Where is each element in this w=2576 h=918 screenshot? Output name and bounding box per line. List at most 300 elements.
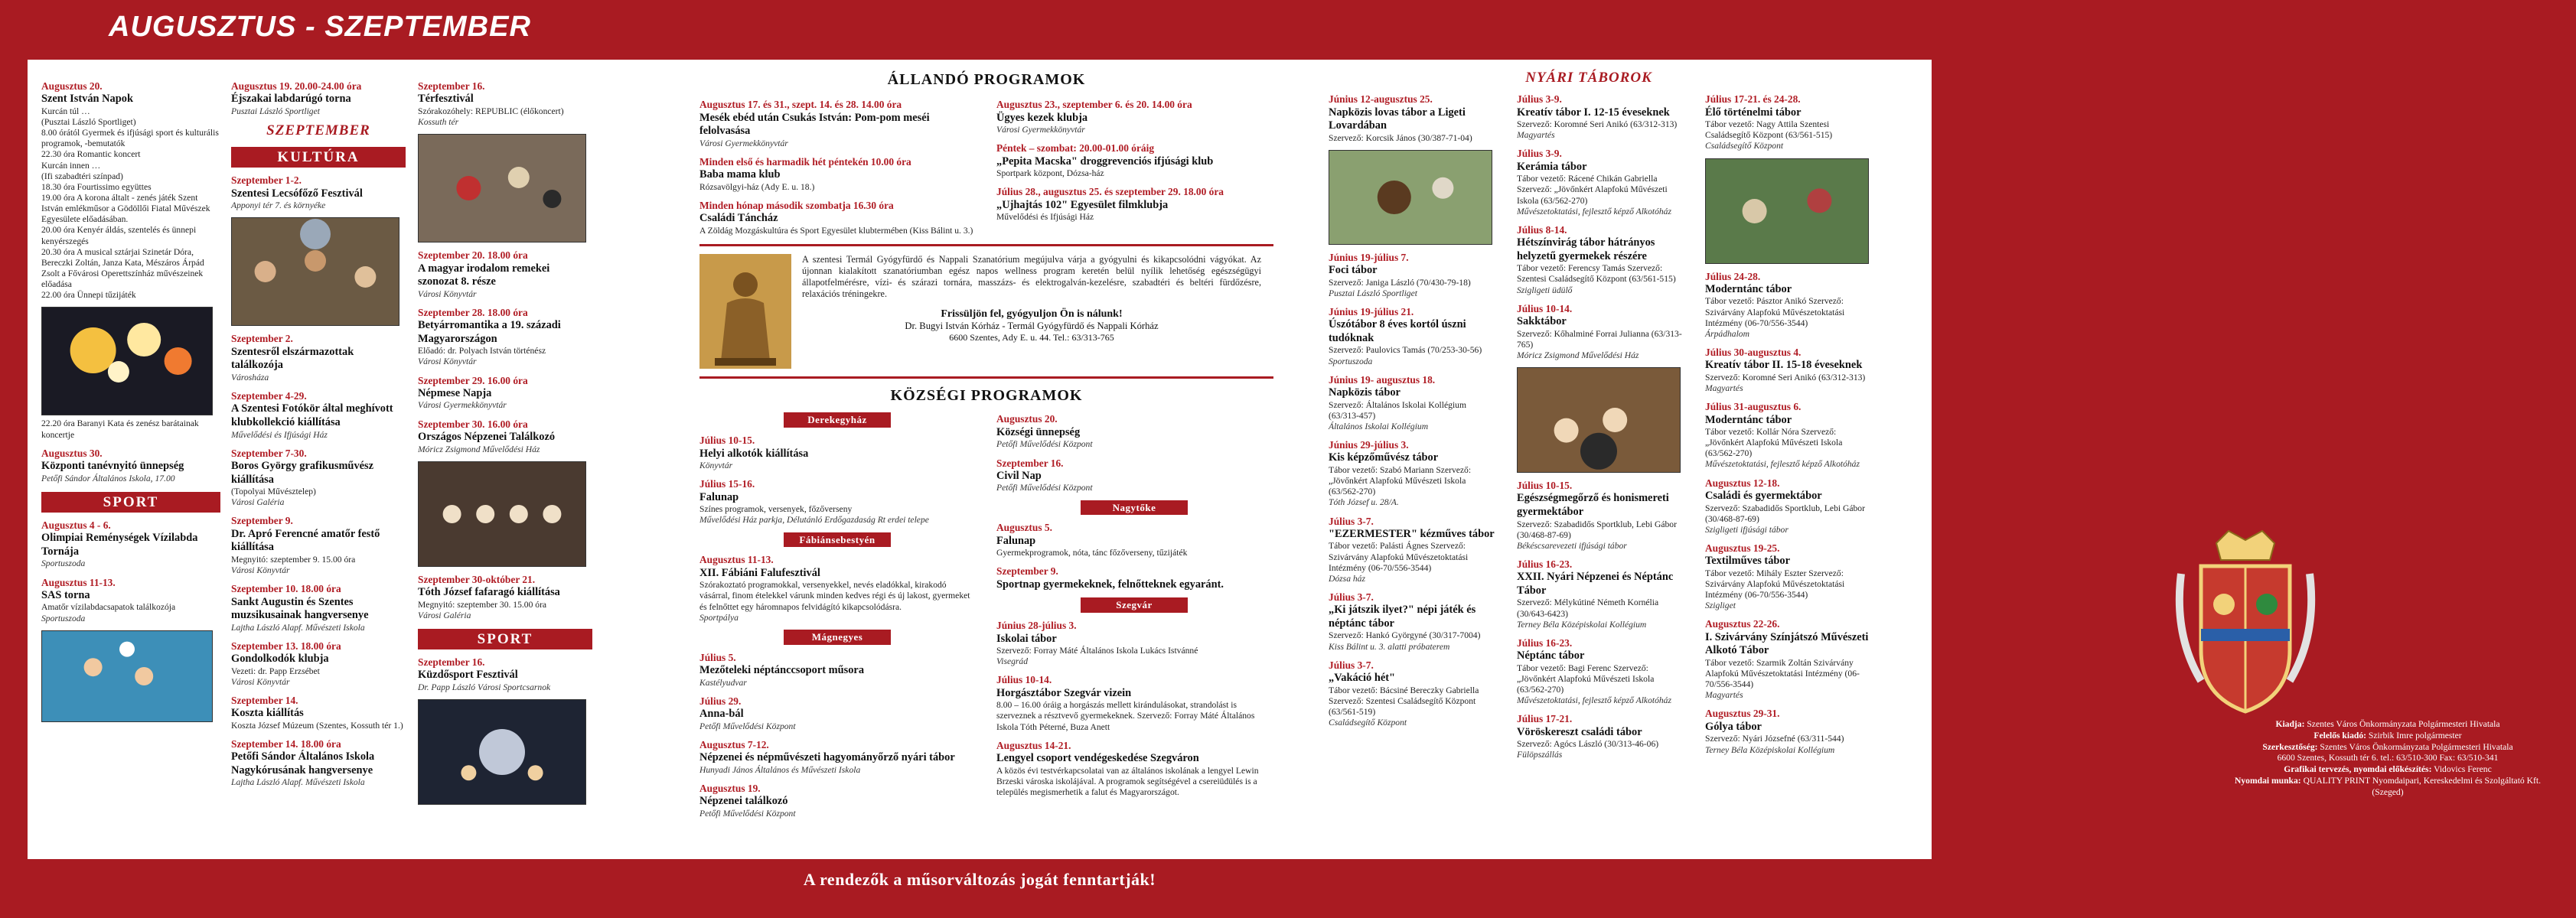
spa-rule-top (699, 244, 1273, 246)
program-text: Tábor vezető: Bácsiné Bereczky Gabriella Szervező: Szentesi Családsegítő Központ (63/561-519) (1329, 685, 1479, 717)
program-venue: Művészetoktatási, fejlesztő képző Alkotóház (1705, 459, 1860, 470)
program-item (1517, 713, 1687, 760)
program-item (231, 515, 406, 576)
program-text: A Zöldág Mozgáskultúra és Sport Egyesület klubtermében (Kiss Bálint u. 3.) (699, 225, 973, 236)
program-item (1329, 516, 1498, 584)
program-text: Tábor vezető: Palásti Ágnes Szervező: Szivárvány Alapfokú Művészetoktatási Intézmény (06-70/556-3544) (1329, 541, 1469, 573)
program-item (996, 142, 1272, 179)
program-text: Szervező: Forray Máté Általános Iskola Lukács Istvánné (996, 646, 1198, 656)
program-text: Szórakoztató programokkal, versenyekkel, nevés eladókkal, kirakodó vásárral, finom ételekkel várunk minden kedves régi és új lakost, gyermeket és felnőttet egy háromnapos felvidágító kikapcsolódásra. (699, 580, 970, 612)
program-venue: Dr. Papp László Városi Sportcsarnok (418, 682, 551, 692)
program-title: „Vakáció hét" (1329, 672, 1396, 685)
program-venue: Lajtha László Alapf. Művészeti Iskola (231, 777, 365, 788)
program-title: Hétszínvirág tábor hátrányos helyzetű gyermekek részére (1517, 236, 1655, 262)
program-text: Szervező: Általános Iskolai Kollégium (63/313-457) (1329, 399, 1466, 421)
program-date: Augusztus 30. (41, 447, 103, 459)
program-item (41, 80, 220, 161)
program-date: Szeptember 16. (996, 457, 1064, 469)
program-date: Július 24-28. (1705, 270, 1761, 282)
program-title: Népmese Napja (418, 386, 492, 399)
program-text: Szervező: Kőhalminé Forrai Julianna (63/313-765) (1517, 328, 1682, 350)
program-venue: Kastélyudvar (699, 677, 747, 688)
program-venue: Petőfi Sándor Általános Iskola, 17.00 (41, 473, 175, 483)
program-title: Sportnap gyermekeknek, felnőtteknek egyaránt. (996, 578, 1224, 591)
permanent-programs (699, 70, 1273, 819)
column-september-more (418, 73, 592, 808)
program-item (699, 478, 975, 526)
imprint-text: Szentes Város Önkormányzata Polgármesteri Hivatala (2320, 741, 2513, 752)
program-line: (Ifi szabadtéri színpad) (41, 171, 123, 181)
program-title: Községi ünnepség (996, 425, 1081, 438)
program-item (1329, 439, 1498, 508)
imprint-label: Nyomdai munka: (2235, 776, 2301, 786)
program-item (418, 656, 592, 693)
program-date: Szeptember 7-30. (231, 447, 307, 459)
program-item (1705, 271, 1875, 340)
program-date: Július 10-14. (996, 674, 1052, 686)
program-venue: Általános Iskolai Kollégium (1329, 421, 1429, 431)
program-title: "EZERMESTER" kézműves tábor (1329, 527, 1495, 540)
program-date: Szeptember 9. (996, 565, 1058, 578)
program-item (699, 783, 975, 819)
program-item (231, 640, 406, 688)
program-date: Szeptember 29. 16.00 óra (418, 374, 528, 386)
program-date: Augusztus 12-18. (1705, 477, 1780, 489)
permanent-left (699, 92, 975, 236)
program-date: Július 3-9. (1517, 93, 1562, 106)
program-item (996, 565, 1272, 591)
sport-band-2: SPORT (418, 629, 592, 649)
program-venue: Petőfi Művelődési Központ (996, 439, 1093, 450)
program-item (1517, 224, 1687, 296)
imprint-text: Szentes Város Önkormányzata Polgármesteri Hivatala (2307, 719, 2500, 729)
program-date: Július 5. (699, 651, 736, 663)
program-text: 8.00 – 16.00 óráig a horgászás mellett kirándulásokat, strandolást is szerveznek a résztvevő gyermekeknek. Szervező: Forray Máté Általános Iskola Tóth Péterné, Buza Anett (996, 700, 1255, 732)
program-date: Július 17-21. (1517, 713, 1573, 725)
program-item (231, 390, 406, 441)
program-title: Néptánc tábor (1517, 649, 1585, 662)
program-title: Központi tanévnyitó ünnepség (41, 460, 184, 473)
program-text: (Topolyai Művésztelep) (231, 487, 316, 497)
program-venue: Petőfi Művelődési Központ (699, 808, 796, 819)
program-title: Népzenei és népművészeti hagyományőrző nyári tábor (699, 751, 955, 764)
column-september-culture (231, 73, 406, 789)
program-venue: Városi Könyvtár (418, 356, 477, 367)
program-item (231, 583, 406, 633)
program-text: Koszta József Múzeum (Szentes, Kossuth tér 1.) (231, 720, 403, 731)
program-venue: Magyartés (1705, 690, 1743, 701)
program-venue: Árpádhalom (1705, 328, 1749, 339)
town-band: Fábiánsebestyén (784, 532, 891, 548)
program-venue: Művészetoktatási, fejlesztő képző Alkotóház (1517, 206, 1671, 216)
program-date: Július 3-7. (1329, 591, 1374, 603)
program-text: Tábor vezető: Bagi Ferenc Szervező: „Jövőnkért Alapfokú Művészeti Iskola (63/562-270) (1517, 662, 1655, 695)
program-item (699, 435, 975, 471)
program-text: Rózsavölgyi-ház (Ady E. u. 18.) (699, 181, 815, 192)
program-item (1705, 401, 1875, 470)
imprint-line (2227, 742, 2548, 754)
program-venue: Sportpálya (699, 612, 739, 623)
village-programs-title: KÖZSÉGI PROGRAMOK (890, 387, 1083, 405)
program-venue: Városi Gyermekkönyvtár (418, 400, 507, 411)
program-date: Június 29-július 3. (1329, 439, 1409, 451)
program-line: 18.30 óra Fourtissimo együttes (41, 181, 152, 192)
program-date: Augusztus 14-21. (996, 739, 1071, 751)
program-venue: Terney Béla Középiskolai Kollégium (1705, 744, 1835, 755)
program-date: Szeptember 28. 18.00 óra (418, 306, 528, 318)
program-title: Iskolai tábor (996, 632, 1057, 645)
program-venue: Városi Gyermekkönyvtár (996, 125, 1085, 135)
program-title: Térfesztivál (418, 93, 474, 106)
festival-crowd-photo (231, 217, 399, 326)
program-date: Július 3-7. (1329, 659, 1374, 671)
program-item (1517, 148, 1687, 216)
program-line: 20.30 óra A musical sztárjai Szinetár Dóra, Bereczki Zoltán, Janza Kata, Mészáros Árpád Zsolt a Fővárosi Operettszínház művészeinek előadása (41, 246, 204, 290)
paper-sheet (28, 60, 1932, 859)
program-date: Szeptember 30. 16.00 óra (418, 418, 528, 430)
program-date: Augusztus 11-13. (41, 576, 116, 588)
program-text: Sportpark központ, Dózsa-ház (996, 168, 1104, 179)
program-text: Szervező: Mélykútiné Németh Kornélia (30/643-6423) (1517, 597, 1659, 619)
program-venue: Lajtha László Alapf. Művészeti Iskola (231, 622, 365, 633)
program-date: Augusztus 22-26. (1705, 618, 1780, 630)
program-venue: Kossuth tér (418, 117, 459, 128)
program-item (41, 418, 220, 440)
program-title: Tóth József fafaragó kiállítása (418, 585, 560, 598)
program-item (418, 574, 592, 621)
program-venue: Művelődési és Ifjúsági Ház (231, 429, 328, 440)
program-item (418, 375, 592, 412)
spa-ad (699, 254, 1273, 369)
program-title: Helyi alkotók kiállítása (699, 447, 809, 460)
program-title: Ügyes kezek klubja (996, 111, 1088, 124)
program-line: (Pusztai László Sportliget) (41, 117, 136, 128)
program-date: Július 10-15. (699, 435, 755, 447)
program-title: Családi és gyermektábor (1705, 489, 1822, 502)
spa-greeting: Frissüljön fel, gyógyuljon Ön is nálunk! (941, 308, 1123, 320)
program-date: Június 19-július 21. (1329, 305, 1414, 317)
program-item (996, 522, 1272, 558)
program-item (1517, 480, 1687, 552)
program-text: Szórakozóhely: REPUBLIC (élőkoncert) (418, 106, 564, 116)
program-item (1705, 477, 1875, 536)
footer-band (0, 859, 2576, 918)
program-venue: Dózsa ház (1329, 573, 1365, 584)
program-line: 8.00 órától Gyermek és ifjúsági sport és kulturális programok, -bemutatók (41, 128, 219, 149)
program-text: Megnyitó: szeptember 30. 15.00 óra (418, 599, 547, 610)
program-item (1329, 591, 1498, 653)
program-venue: Művelődési Ház parkja, Délutánló Erdőgazdaság Rt erdei telepe (699, 515, 929, 526)
program-venue: Hunyadi János Általános és Művészeti Iskola (699, 764, 861, 775)
program-date: Szeptember 1-2. (231, 174, 302, 187)
program-venue: Móricz Zsigmond Művelődési Ház (418, 444, 540, 454)
program-title: A Szentesi Fotókör által meghívott klubkollekció kiállítása (231, 402, 393, 428)
program-date: Augusztus 20. (41, 80, 103, 92)
program-item (418, 307, 592, 368)
program-title: Élő történelmi tábor (1705, 106, 1802, 119)
program-title: SAS torna (41, 588, 90, 601)
program-venue: Apponyi tér 7. és környéke (231, 200, 326, 211)
program-item (996, 620, 1272, 667)
program-date: Szeptember 4-29. (231, 390, 307, 402)
spa-org: Dr. Bugyi István Kórház - Termál Gyógyfürdő és Nappali Kórház (905, 320, 1159, 331)
program-item (996, 457, 1272, 494)
program-title: Kreatív tábor II. 15-18 éveseknek (1705, 359, 1863, 372)
program-date: Szeptember 16. (418, 80, 485, 92)
program-venue: Városi Gyermekkönyvtár (699, 138, 788, 148)
program-title: „Ki játszik ilyet?" népi játék és néptánc tábor (1329, 604, 1476, 630)
program-title: Falunap (699, 490, 739, 503)
program-title: Textilműves tábor (1705, 555, 1790, 568)
program-title: Kreatív tábor I. 12-15 éveseknek (1517, 106, 1670, 119)
program-title: „Ujhajtás 102" Egyesület filmklubja (996, 198, 1169, 211)
program-title: Gólya tábor (1705, 720, 1762, 733)
program-item (1329, 306, 1498, 367)
program-title: Betyárromantika a 19. századi Magyarországon (418, 319, 561, 345)
program-text: Vezeti: dr. Papp Erzsébet (231, 666, 320, 676)
program-venue: Petőfi Művelődési Központ (699, 721, 796, 731)
program-title: Vöröskereszt családi tábor (1517, 725, 1642, 738)
program-item (1705, 347, 1875, 394)
program-title: I. Szivárvány Színjátszó Művészeti Alkotó Tábor (1705, 630, 1869, 657)
program-date: Július 28., augusztus 25. és szeptember 29. 18.00 óra (996, 186, 1224, 198)
program-text: Tábor vezető: Pásztor Anikó Szervező: Szivárvány Alapfokú Művészetoktatási Intézmény (06-70/556-3544) (1705, 296, 1845, 328)
program-text: Szervező: Paulovics Tamás (70/253-30-56) (1329, 345, 1482, 356)
program-date: Augusztus 23., szeptember 6. és 20. 14.00 óra (996, 99, 1192, 111)
imprint-text: 6600 Szentes, Kossuth tér 6. tel.: 63/510-300 Fax: 63/510-341 (2277, 753, 2499, 763)
program-title: „Pepita Macska" droggrevenciós ifjúsági klub (996, 155, 1214, 168)
program-title: Petőfi Sándor Általános Iskola Nagykórusának hangversenye (231, 750, 375, 776)
program-venue: Móricz Zsigmond Művelődési Ház (1517, 350, 1639, 360)
footer-note: A rendezők a műsorváltozás jogát fenntartják! (803, 870, 1156, 889)
program-item (1517, 93, 1687, 141)
imprint-line (2227, 776, 2548, 799)
program-title: Sankt Augustin és Szentes muzsikusainak hangversenye (231, 595, 369, 622)
spa-text: A szentesi Termál Gyógyfürdő és Nappali Szanatórium megújulva várja a gyógyulni és kikapcsolódni vágyókat. Az újonnan kialakított szanatóriumban egész napos wellness program keretén belül nyílik lehetőség egészségügyi állapotfelmérésre, vízi- és szárazi tornára, masszázs- és elektrogalván-kezelésre, szabadtéri és beltéri fürdőzésre, relaxációs tréningekre. (802, 254, 1261, 299)
program-item (231, 333, 406, 383)
program-title: Lengyel csoport vendégeskedése Szegváron (996, 752, 1199, 765)
program-date: Szeptember 16. (418, 656, 485, 668)
program-date: Szeptember 14. (231, 694, 298, 706)
program-venue: Fülöpszállás (1517, 750, 1563, 760)
sport-band: SPORT (41, 492, 220, 513)
program-item (418, 80, 592, 128)
program-venue: Visegrád (996, 656, 1029, 667)
program-line: 19.00 óra A korona általt - zenés játék Szent István emlékműsor a Gödöllői Fiatal Művészek Egyesülete előadásában. (41, 193, 210, 225)
program-title: Anna-bál (699, 708, 744, 721)
program-item (231, 738, 406, 789)
program-venue: Terney Béla Középiskolai Kollégium (1517, 619, 1647, 630)
program-title: Moderntánc tábor (1705, 282, 1792, 295)
program-text: Szervező: Szabadidős Sportklub, Lebi Gábor (30/468-87-69) (1517, 519, 1677, 540)
program-venue: Városi Könyvtár (231, 565, 290, 576)
program-date: Június 12-augusztus 25. (1329, 93, 1433, 106)
program-venue: Kiss Bálint u. 3. alatti próbaterem (1329, 641, 1450, 652)
program-item (41, 448, 220, 484)
camps-col-2 (1517, 86, 1687, 760)
imprint (2227, 719, 2548, 799)
program-date: Július 29. (699, 695, 742, 707)
program-date: Június 19- augusztus 18. (1329, 373, 1436, 386)
program-date: Július 3-7. (1329, 515, 1374, 527)
coat-of-arms-icon (2170, 520, 2320, 719)
program-title: XXII. Nyári Népzenei és Néptánc Tábor (1517, 571, 1674, 597)
program-text: Szervező: Szabadidős Sportklub, Lebi Gábor (30/468-87-69) (1705, 503, 1865, 524)
program-item (41, 161, 220, 301)
section-september: SZEPTEMBER (266, 122, 370, 139)
program-title: Kerámia tábor (1517, 160, 1587, 173)
horse-camp-photo (1329, 150, 1492, 245)
program-venue: Városi Galéria (418, 610, 471, 620)
program-date: Július 16-23. (1517, 558, 1573, 570)
program-item (1329, 659, 1498, 728)
imprint-line (2227, 764, 2548, 776)
program-title: Gondolkodók klubja (231, 653, 329, 666)
imprint-line (2227, 753, 2548, 764)
program-title: Moderntánc tábor (1705, 413, 1792, 426)
program-date: Szeptember 2. (231, 333, 293, 345)
program-date: Július 15-16. (699, 478, 755, 490)
program-date: Július 3-9. (1517, 148, 1562, 160)
program-date: Szeptember 20. 18.00 óra (418, 249, 528, 262)
program-item (996, 99, 1272, 135)
program-text: Szervező: Korcsik János (30/387-71-04) (1329, 132, 1472, 143)
program-title: Szent István Napok (41, 93, 133, 106)
program-text: Művelődési és Ifjúsági Ház (996, 212, 1094, 223)
program-venue: Családsegítő Központ (1329, 718, 1407, 728)
village-left (699, 406, 975, 819)
header-band (0, 0, 2576, 60)
program-venue: Városi Galéria (231, 497, 285, 508)
program-text: Tábor vezető: Rácené Chikán Gabriella Szervező: „Jövőnkért Alapfokú Művészeti Iskola (63/562-270) (1517, 174, 1668, 206)
imprint-label: Kiadja: (2275, 719, 2305, 729)
program-title: Szentesről elszármazottak találkozója (231, 345, 354, 372)
program-title: Foci tábor (1329, 264, 1378, 277)
program-date: Július 17-21. és 24-28. (1705, 93, 1801, 106)
program-item (231, 174, 406, 211)
imprint-label: Grafikai tervezés, nyomdai előkészítés: (2284, 764, 2432, 775)
program-venue: Sportuszoda (41, 613, 86, 623)
street-festival-photo (418, 134, 586, 243)
camps-col-3 (1705, 86, 1875, 760)
program-title: Napközis lovas tábor a Ligeti Lovardában (1329, 106, 1466, 132)
program-item (699, 554, 975, 623)
program-venue: Városi Könyvtár (231, 676, 290, 687)
program-venue: Pusztai László Sportliget (1329, 288, 1417, 298)
town-band: Mágnegyes (784, 630, 891, 645)
program-date: Augusztus 20. (996, 413, 1058, 425)
program-item (1517, 303, 1687, 361)
program-line: 22.00 óra Ünnepi tűzijáték (41, 290, 136, 301)
program-text: Kurcán innen … (41, 160, 101, 171)
program-text: Szervező: Nyári Józsefné (63/311-544) (1705, 734, 1844, 744)
program-date: Július 16-23. (1517, 636, 1573, 649)
program-venue: Szigligeti üdülő (1517, 285, 1573, 295)
imprint-text: QUALITY PRINT Nyomdaipari, Kereskedelmi és Szolgáltató Kft. (Szeged) (2303, 776, 2541, 797)
program-date: Péntek – szombat: 20.00-01.00 óráig (996, 142, 1155, 155)
program-item (1329, 374, 1498, 432)
program-title: Napközis tábor (1329, 386, 1400, 399)
program-date: Szeptember 9. (231, 515, 293, 527)
program-venue: Családsegítő Központ (1705, 141, 1784, 151)
program-title: Olimpiai Reménységek Vízilabda Tornája (41, 532, 198, 558)
program-date: Július 30-augusztus 4. (1705, 346, 1802, 358)
column-august (41, 73, 220, 725)
program-title: Szentesi Lecsófőző Fesztivál (231, 187, 363, 200)
program-date: Augusztus 19. 20.00-24.00 óra (231, 80, 362, 92)
program-text: Szervező: Koromné Seri Anikó (63/312-313) (1517, 119, 1678, 130)
program-title: Egészségmegőrző és honismereti gyermektábor (1517, 492, 1669, 518)
program-text: Tábor vezető: Szarmik Zoltán Szivárvány Alapfokú Művészetoktatási Intézmény (06-70/556-3544) (1705, 657, 1860, 690)
chess-camp-photo (1517, 367, 1681, 473)
program-title: Családi Táncház (699, 212, 778, 225)
program-title: Koszta kiállítás (231, 707, 304, 720)
program-item (231, 80, 406, 117)
program-item (996, 413, 1272, 450)
program-item (41, 519, 220, 570)
program-item (1705, 542, 1875, 611)
town-band: Szegvár (1081, 597, 1188, 613)
permanent-programs-title: ÁLLANDÓ PROGRAMOK (887, 71, 1086, 88)
program-date: Szeptember 13. 18.00 óra (231, 640, 341, 652)
program-item (699, 652, 975, 688)
permanent-right (996, 92, 1272, 236)
program-item (231, 695, 406, 731)
program-text: Szervező: Koromné Seri Anikó (63/312-313) (1705, 372, 1866, 382)
program-venue: Békéscsarevezeti ifjúsági tábor (1517, 540, 1627, 551)
program-text: Tábor vezető: Ferencsy Tamás Szervező: Szentesi Családsegítő Központ (63/561-515) (1517, 263, 1676, 285)
program-date: Július 31-augusztus 6. (1705, 401, 1802, 413)
spa-rule-bottom (699, 376, 1273, 379)
program-venue: Könyvtár (699, 461, 733, 471)
program-title: Országos Népzenei Találkozó (418, 430, 556, 443)
program-date: Szeptember 10. 18.00 óra (231, 583, 341, 595)
program-venue: Magyartés (1705, 383, 1743, 394)
imprint-label: Szerkesztőség: (2262, 741, 2318, 752)
program-title: Mezőteleki néptánccsoport műsora (699, 664, 865, 677)
program-venue: Szigligeti ifjúsági tábor (1705, 524, 1789, 535)
program-title: Kis képzőművész tábor (1329, 451, 1439, 464)
page-title: AUGUSZTUS - SZEPTEMBER (109, 11, 531, 43)
program-date: Augusztus 17. és 31., szept. 14. és 28. 14.00 óra (699, 99, 902, 111)
program-title: Boros György grafikusművész kiállítása (231, 460, 374, 486)
program-date: Augusztus 19. (699, 782, 761, 794)
program-text: Szervező: Agócs László (30/313-46-06) (1517, 739, 1659, 750)
town-band: Derekegyház (784, 412, 891, 428)
program-title: Küzdősport Fesztivál (418, 669, 518, 682)
program-text: Amatőr vízilabdacsapatok találkozója (41, 602, 176, 613)
program-item (231, 448, 406, 509)
program-text: Színes programok, versenyek, főzőverseny (699, 504, 853, 515)
program-date: Augusztus 19-25. (1705, 542, 1780, 554)
program-date: Augusztus 5. (996, 522, 1052, 534)
program-title: Éjszakai labdarúgó torna (231, 93, 351, 106)
program-item (418, 249, 592, 300)
program-date: Szeptember 14. 18.00 óra (231, 738, 341, 750)
program-text: Tábor vezető: Szabó Mariann Szervező: „Jövőnkért Alapfokú Művészeti Iskola (63/562-270) (1329, 464, 1472, 497)
program-item (1329, 93, 1498, 144)
program-text: Tábor vezető: Mihály Eszter Szervező: Szivárvány Alapfokú Művészetoktatási Intézmény (06-70/556-3544) (1705, 568, 1845, 601)
program-venue: Városi Könyvtár (418, 288, 477, 299)
program-item (1705, 93, 1875, 151)
program-text: Tábor vezető: Kollár Nóra Szervező: „Jövőnkért Alapfokú Művészeti Iskola (63/562-270) (1705, 427, 1843, 459)
program-venue: Tóth József u. 28/A. (1329, 497, 1399, 508)
fireworks-photo (41, 307, 213, 415)
program-item (996, 740, 1272, 798)
imprint-text: Vidovics Ferenc (2434, 764, 2492, 775)
program-title: Falunap (996, 534, 1036, 547)
program-line: 22.30 óra Romantic koncert (41, 149, 141, 160)
